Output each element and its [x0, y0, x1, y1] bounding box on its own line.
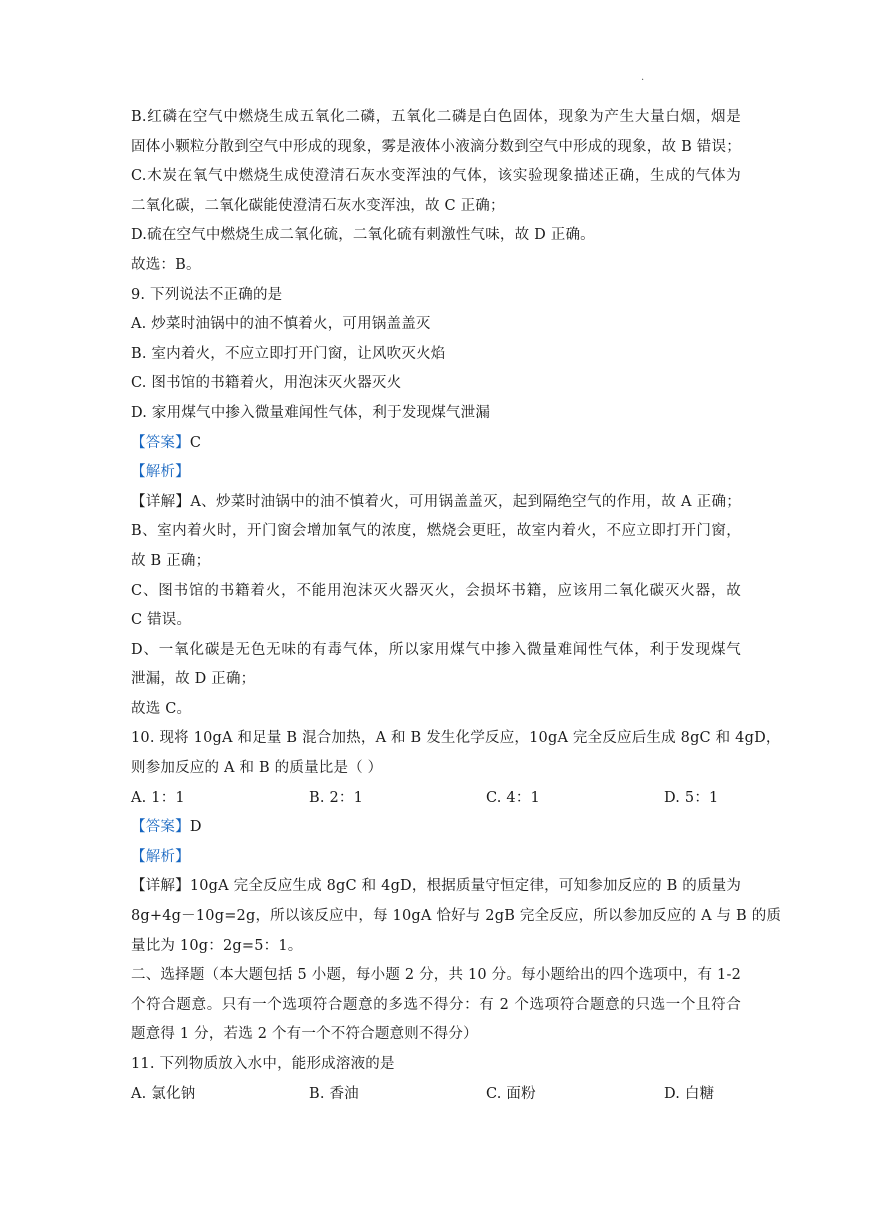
q11-option-b: B. 香油	[309, 1085, 359, 1102]
q11-option-d: D. 白糖	[664, 1085, 715, 1102]
q11-option-a: A. 氯化钠	[131, 1085, 196, 1102]
q10-answer	[131, 813, 741, 843]
q9-detail-line1	[131, 488, 741, 518]
q9-option-b: B. 室内着火，不应立即打开门窗，让风吹灭火焰	[131, 345, 446, 362]
q11-options	[131, 1080, 741, 1110]
q10-detail-line1	[131, 872, 741, 902]
prev-analysis-b-line2: 固体小颗粒分散到空气中形成的现象，雾是液体小液滴分数到空气中形成的现象，故 B 错误；	[131, 138, 741, 155]
section2-line1: 二、选择题（本大题包括 5 小题，每小题 2 分，共 10 分。每小题给出的四个选项中，有 1-2	[131, 967, 741, 984]
page-content	[131, 103, 782, 1109]
q9-detail-line3: 故 B 正确；	[131, 552, 211, 569]
q10-stem-line2: 则参加反应的 A 和 B 的质量比是（ ）	[131, 760, 383, 777]
q10-option-b: B. 2：1	[309, 789, 364, 806]
q10-option-c: C. 4：1	[486, 789, 540, 806]
q10-detail-line2: 8g+4g－10g=2g，所以该反应中，每 10gA 恰好与 2gB 完全反应，所以参加反应的 A 与 B 的质	[131, 908, 782, 925]
q9-detail-line6: D、一氧化碳是无色无味的有毒气体，所以家用煤气中掺入微量难闻性气体，利于发现煤气	[131, 641, 741, 658]
q9-detail-line2: B、室内着火时，开门窗会增加氧气的浓度，燃烧会更旺，故室内着火，不应立即打开门窗，	[131, 523, 741, 540]
q9-choice: 故选 C。	[131, 700, 192, 717]
q10-detail-text1: 10gA 完全反应生成 8gC 和 4gD，根据质量守恒定律，可知参加反应的 B 的质量为	[189, 878, 742, 895]
q9-analysis-heading	[131, 458, 741, 488]
q10-options	[131, 784, 741, 814]
q9-detail-line4: C、图书馆的书籍着火，不能用泡沫灭火器灭火，会损坏书籍，应该用二氧化碳灭火器，故	[131, 582, 741, 599]
q10-answer-value: D	[189, 819, 202, 836]
header-dot: .	[641, 72, 645, 83]
q10-detail-line3: 量比为 10g：2g=5：1。	[131, 937, 303, 954]
section2-line2: 个符合题意。只有一个选项符合题意的多选不得分：有 2 个选项符合题意的只选一个且符合	[131, 996, 741, 1013]
q9-answer-value: C	[189, 434, 202, 451]
q9-detail-line5: C 错误。	[131, 612, 192, 629]
q10-option-a: A. 1：1	[131, 789, 185, 806]
q10-option-d: D. 5：1	[664, 789, 719, 806]
q9-option-a: A. 炒菜时油锅中的油不慎着火，可用锅盖盖灭	[131, 316, 431, 333]
answer-tag: 【答案】	[131, 819, 190, 836]
q10-analysis-heading	[131, 843, 741, 873]
prev-analysis-c-line1: C.木炭在氧气中燃烧生成使澄清石灰水变浑浊的气体，该实验现象描述正确，生成的气体为	[131, 168, 741, 185]
prev-analysis-b-line1: B.红磷在空气中燃烧生成五氧化二磷，五氧化二磷是白色固体，现象为产生大量白烟，烟是	[131, 109, 741, 125]
q9-option-c: C. 图书馆的书籍着火，用泡沫灭火器灭火	[131, 375, 402, 392]
prev-analysis-c-line2: 二氧化碳，二氧化碳能使澄清石灰水变浑浊，故 C 正确；	[131, 197, 505, 214]
q9-detail-line7: 泄漏，故 D 正确；	[131, 671, 256, 688]
analysis-tag: 【解析】	[131, 848, 190, 865]
prev-analysis-d-line: D.硫在空气中燃烧生成二氧化硫，二氧化硫有刺激性气味，故 D 正确。	[131, 227, 595, 244]
detail-tag: 【详解】	[131, 493, 191, 510]
q11-option-c: C. 面粉	[486, 1085, 536, 1102]
q9-stem: 9. 下列说法不正确的是	[131, 286, 283, 303]
q9-answer	[131, 429, 741, 459]
section2-line3: 题意得 1 分，若选 2 个有一个不符合题意则不得分）	[131, 1026, 478, 1043]
q11-stem: 11. 下列物质放入水中，能形成溶液的是	[131, 1056, 395, 1072]
analysis-tag: 【解析】	[131, 464, 190, 481]
detail-tag: 【详解】	[131, 878, 190, 895]
q9-detail-text1: A、炒菜时油锅中的油不慎着火，可用锅盖盖灭，起到隔绝空气的作用，故 A 正确；	[190, 493, 741, 510]
q10-stem-line1: 10. 现将 10gA 和足量 B 混合加热，A 和 B 发生化学反应，10gA 完全反应后生成 8gC 和 4gD，	[131, 730, 781, 747]
q9-option-d: D. 家用煤气中掺入微量难闻性气体，利于发现煤气泄漏	[131, 404, 491, 421]
prev-analysis-choice: 故选：B。	[131, 256, 201, 273]
answer-tag: 【答案】	[131, 434, 190, 451]
